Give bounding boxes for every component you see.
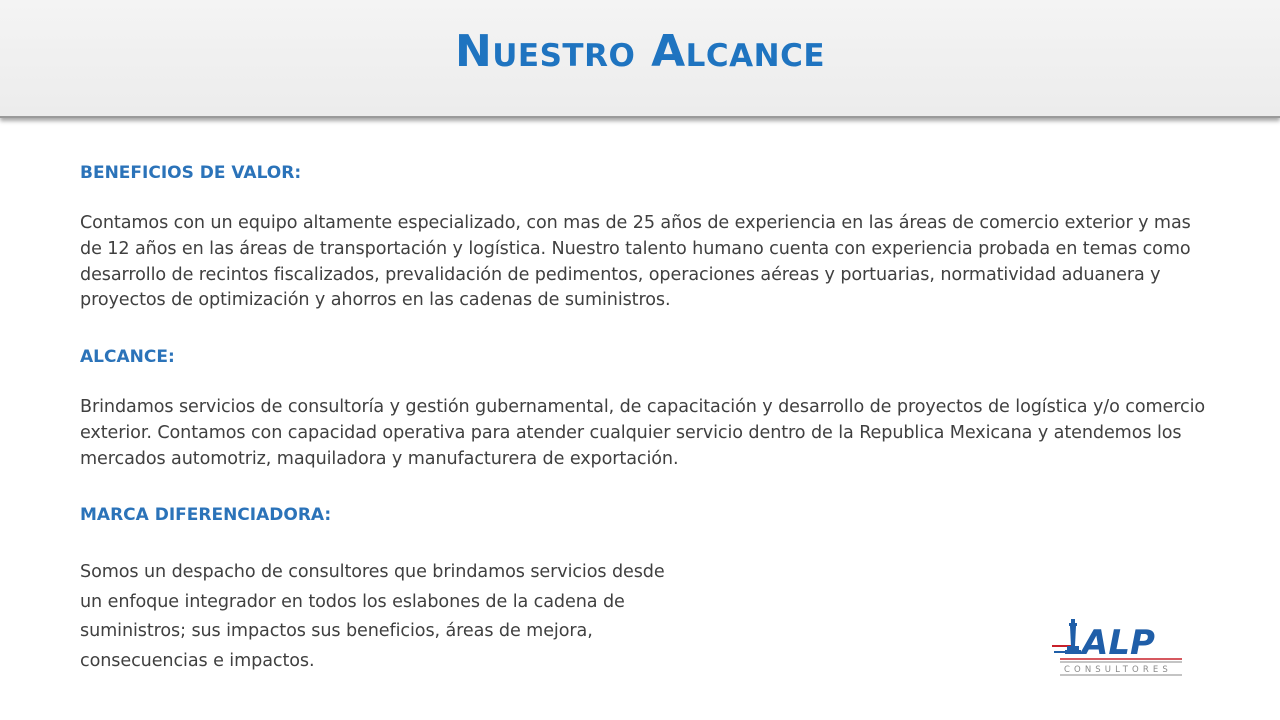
logo-subtitle: CONSULTORES — [1064, 665, 1172, 675]
logo-wordmark: ALP — [1082, 623, 1155, 663]
page-title: Nuestro Alcance — [454, 26, 826, 77]
header-band — [0, 0, 1280, 118]
section-body-beneficios: Contamos con un equipo altamente especializado, con mas de 25 años de experiencia en las áreas de comercio exterior y mas de 12 años en las áreas de transportación y logística. Nuestro talento humano cuenta con experiencia probada en temas como desarrollo de recintos fiscalizados, prevalidación de pedimentos, operaciones aéreas y portuarias, normatividad aduanera y proyectos de optimización y ahorros en las cadenas de suministros. — [80, 213, 1191, 311]
section-heading-marca: MARCA DIFERENCIADORA: — [80, 505, 332, 525]
chess-piece-icon — [1065, 619, 1081, 654]
section-heading-alcance: ALCANCE: — [80, 347, 175, 367]
section-body-alcance: Brindamos servicios de consultoría y gestión gubernamental, de capacitación y desarrollo de proyectos de logística y/o comercio exterior. Contamos con capacidad operativa para atender cualquier servicio dentro de la Republica Mexicana y atendemos los mercados automotriz, maquiladora y manufacturera de exportación. — [80, 397, 1206, 469]
company-logo — [1050, 612, 1190, 678]
section-heading-beneficios: BENEFICIOS DE VALOR: — [80, 163, 302, 183]
logo-graphic — [1050, 612, 1190, 678]
section-body-marca: Somos un despacho de consultores que brindamos servicios desde un enfoque integrador en todos los eslabones de la cadena de suministros; sus impactos sus beneficios, áreas de mejora, consecuencias e impactos. — [80, 562, 665, 671]
